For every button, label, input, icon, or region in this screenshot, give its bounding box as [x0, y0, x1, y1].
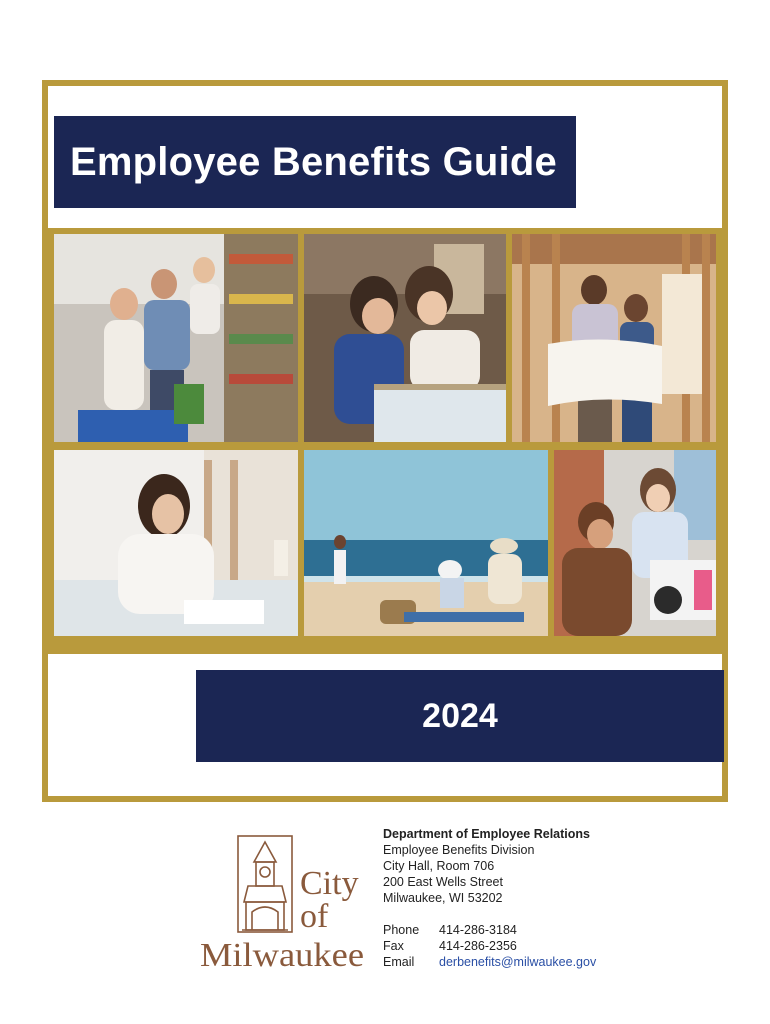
- cover-title: Employee Benefits Guide: [54, 116, 576, 208]
- logo-of-text: of: [300, 898, 329, 935]
- email-link[interactable]: derbenefits@milwaukee.gov: [439, 955, 597, 969]
- fax-label: Fax: [383, 939, 404, 953]
- fax-row: [383, 938, 596, 954]
- photo-woman-writing: [54, 450, 298, 636]
- logo-city-text: City: [300, 865, 359, 902]
- city-of-milwaukee-logo: [196, 832, 368, 972]
- phone-number: 414-286-3184: [439, 923, 517, 937]
- photo-construction-plans: [512, 234, 716, 442]
- division-name: Employee Benefits Division: [383, 843, 535, 857]
- cover-frame: [42, 80, 728, 802]
- email-row: [383, 954, 596, 970]
- fax-number: 414-286-2356: [439, 939, 517, 953]
- photo-collage: [48, 228, 722, 654]
- logo-milwaukee-text: Milwaukee: [200, 937, 364, 972]
- address-street: 200 East Wells Street: [383, 875, 503, 889]
- photo-family-grocery: [54, 234, 298, 442]
- address-city: Milwaukee, WI 53202: [383, 891, 503, 905]
- phone-label: Phone: [383, 923, 420, 937]
- address-building: City Hall, Room 706: [383, 859, 495, 873]
- photo-mother-daughter: [304, 234, 506, 442]
- photo-beach-family: [304, 450, 548, 636]
- contact-block: [383, 826, 596, 970]
- department-name: Department of Employee Relations: [383, 827, 590, 841]
- phone-row: [383, 922, 596, 938]
- email-label: Email: [383, 955, 415, 969]
- photo-office-team: [554, 450, 716, 636]
- cover-year: 2024: [196, 670, 724, 762]
